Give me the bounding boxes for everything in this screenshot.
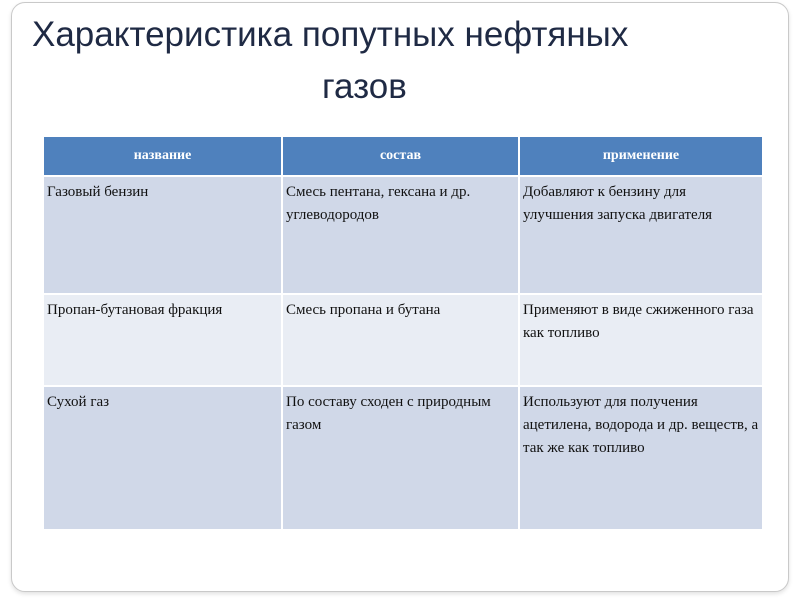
cell-name: Сухой газ <box>44 386 282 530</box>
header-usage: применение <box>519 137 762 176</box>
table-row <box>44 176 762 294</box>
slide-title <box>12 9 790 113</box>
header-row <box>44 137 762 176</box>
cell-usage: Используют для получения ацетилена, водорода и др. веществ, а так же как топливо <box>519 386 762 530</box>
cell-composition: Смесь пентана, гексана и др. углеводородов <box>282 176 519 294</box>
gas-characteristics-table-container <box>44 137 762 531</box>
table-row <box>44 386 762 530</box>
table-row <box>44 294 762 386</box>
cell-name: Пропан-бутановая фракция <box>44 294 282 386</box>
header-name: название <box>44 137 282 176</box>
cell-name: Газовый бензин <box>44 176 282 294</box>
cell-usage: Добавляют к бензину для улучшения запуска двигателя <box>519 176 762 294</box>
cell-composition: По составу сходен с природным газом <box>282 386 519 530</box>
title-line-2: газов <box>322 67 407 106</box>
header-composition: состав <box>282 137 519 176</box>
cell-composition: Смесь пропана и бутана <box>282 294 519 386</box>
table-body <box>44 176 762 530</box>
table-header <box>44 137 762 176</box>
gas-characteristics-table <box>44 137 762 531</box>
slide <box>11 2 789 592</box>
cell-usage: Применяют в виде сжиженного газа как топливо <box>519 294 762 386</box>
title-line-1: Характеристика попутных нефтяных <box>32 15 629 54</box>
